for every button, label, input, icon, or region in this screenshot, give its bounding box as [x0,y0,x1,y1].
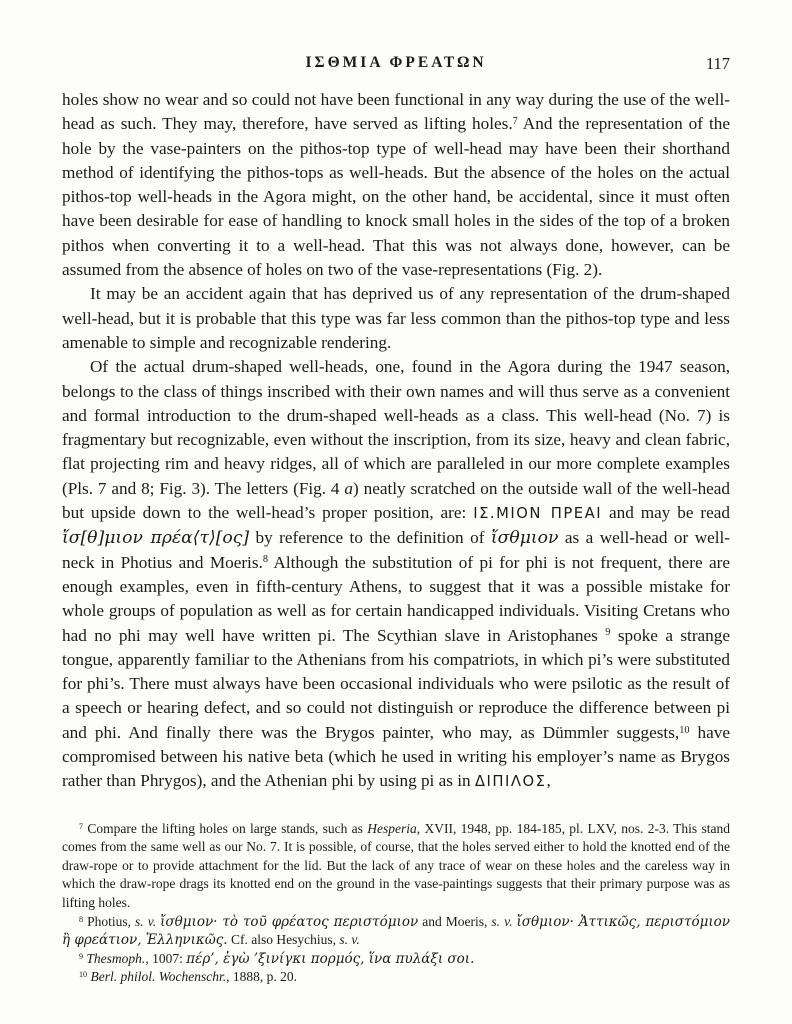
paragraph-continuation [62,88,730,282]
text-run: by reference to the definition of [249,528,491,548]
article-body [62,88,730,795]
footnote-marker: 9 [79,951,84,961]
text-run: , 1007: [145,950,187,966]
greek-phrase: ἴσθμιον· τὸ τοῦ φρέατος περιστόμιον [160,913,419,930]
running-title: ΙΣΘΜΙΑ ΦΡΕΑΤΩΝ [305,54,487,71]
text-run: have compromised between his native beta (which he used in writing his employer’s name as Brygos rather than Phrygos), and the Athenian phi by using pi as in [62,722,730,791]
footnote-reference: 9 [605,627,611,639]
text-run: Photius, [83,913,136,929]
text-run: Berl. philol. Wochenschr. [90,969,227,985]
footnote [62,820,730,913]
text-run: s. v. [339,932,360,948]
text-run: Thesmoph. [86,950,146,966]
text-run: Of the actual drum-shaped well-heads, one, found in the Agora during the 1947 season, belongs to the class of things inscribed with their own names and will thus serve as a convenient and formal introduction to the drum-shaped well-heads as a class. This well-head (No. 7) is fragmentary but recognizable, even without the inscription, from its size, heavy and clean fabric, flat projecting rim and heavy ridges, all of which are paralleled in our more complete examples (Pls. 7 and 8; Fig. 3). The letters (Fig. 4 [62,357,730,498]
footnote [62,968,730,987]
greek-phrase: ἴσθμιον [490,528,559,549]
text-run: as a well-head or well-neck in Photius and Moeris. [62,528,731,572]
text-run: Compare the lifting holes on large stands, such as [83,820,368,836]
footnote-text [83,951,474,966]
text-run: a [344,478,353,498]
text-run: , XVII, 1948, pp. 184-185, pl. LXV, nos. 2-3. This stand comes from the same well as our No. 7. It is possible, of course, that the holes served either to hold the knotted end of the draw-rope or to provide attachment for the lid. But the lack of any trace of wear on these holes and the careless way in which the draw-rope drags its knotted end on the ground in the vase-paintings suggests that their primary purpose was as lifting holes. [62,820,730,910]
footnote-text [62,821,730,910]
paragraph [62,282,730,355]
greek-phrase: ἴσθμιον· Ἀττικῶς, περιστόμιον ἢ φρεάτιον, Ἑλληνικῶς. [62,913,730,949]
text-run: And the representation of the hole by the vase-painters on the pithos-top type of well-head may have been their shorthand method of identifying the pithos-tops as well-heads. But the absence of the holes on the actual pithos-top well-heads in the Agora might, on the other hand, be accidental, since it must often have been desirable for ease of handling to knock small holes in the sides of the top of a broken pithos when converting it to a well-head. That this was not always done, however, can be assumed from the absence of holes on two of the vase-representations (Fig. 2). [62,114,730,280]
footnote-text [62,914,730,948]
text-run: s. v. [491,913,513,929]
text-run: and may be read [602,503,730,523]
epigraphic-inscription: ΙΣ.ΜΙΟΝ ΠΡΕΑΙ [473,505,603,523]
footnote [62,913,730,950]
text-run: spoke a strange tongue, apparently familiar to the Athenians from his compatriots, in which pi’s were substituted for phi’s. There must always have been occasional individuals who were psilotic as the result of a speech or hearing defect, and so could not distinguish or reproduce the difference between pi and phi. And finally there was the Brygos painter, who may, as Dümmler suggests, [62,625,730,742]
text-run: , [546,771,551,791]
footnote-reference: 7 [512,116,518,128]
running-header [62,54,730,76]
text-run: ) neatly scratched on the outside wall of the well-head but upside down to the well-head’s proper position, are: [62,478,731,523]
text-run: Cf. also Hesychius, [227,932,340,948]
text-run: Although the substitution of pi for phi is not frequent, there are enough examples, even in fifth-century Athens, to suggest that it was a possible mistake for whole groups of population as well as for certain handicapped individuals. Visiting Cretans who had no phi may well have written pi. The Scythian slave in Aristophanes [62,552,730,645]
footnote-marker: 8 [79,914,84,924]
paragraph [62,355,730,794]
footnote-reference: 10 [679,724,690,736]
text-run: , 1888, p. 20. [226,969,297,985]
footnote-marker: 7 [79,821,84,831]
text-run: and Moeris, [418,913,492,929]
greek-phrase: πέρ’, ἐγὼ ’ξινίγκι πορμός, ἵνα πυλάξι σοι. [186,950,475,967]
footnote-marker: 10 [79,970,88,980]
footnotes-section [62,820,730,987]
text-run: It may be an accident again that has deprived us of any representation of the drum-shaped well-head, but it is probable that this type was far less common than the pithos-top type and less amenable to simple and recognizable rendering. [62,284,730,352]
footnote-reference: 8 [262,554,268,566]
text-run: holes show no wear and so could not have been functional in any way during the use of the well-head as such. They may, therefore, have served as lifting holes. [62,90,730,134]
text-run: s. v. [135,913,157,929]
page-number: 117 [705,54,730,73]
footnote [62,950,730,969]
greek-phrase: ἴσ[θ]μιον πρέα⟨τ⟩[ος] [62,528,250,549]
epigraphic-inscription: ΔΙΠΙΛΟΣ [474,773,547,791]
text-run: Hesperia [367,820,417,836]
footnote-text [87,969,297,984]
